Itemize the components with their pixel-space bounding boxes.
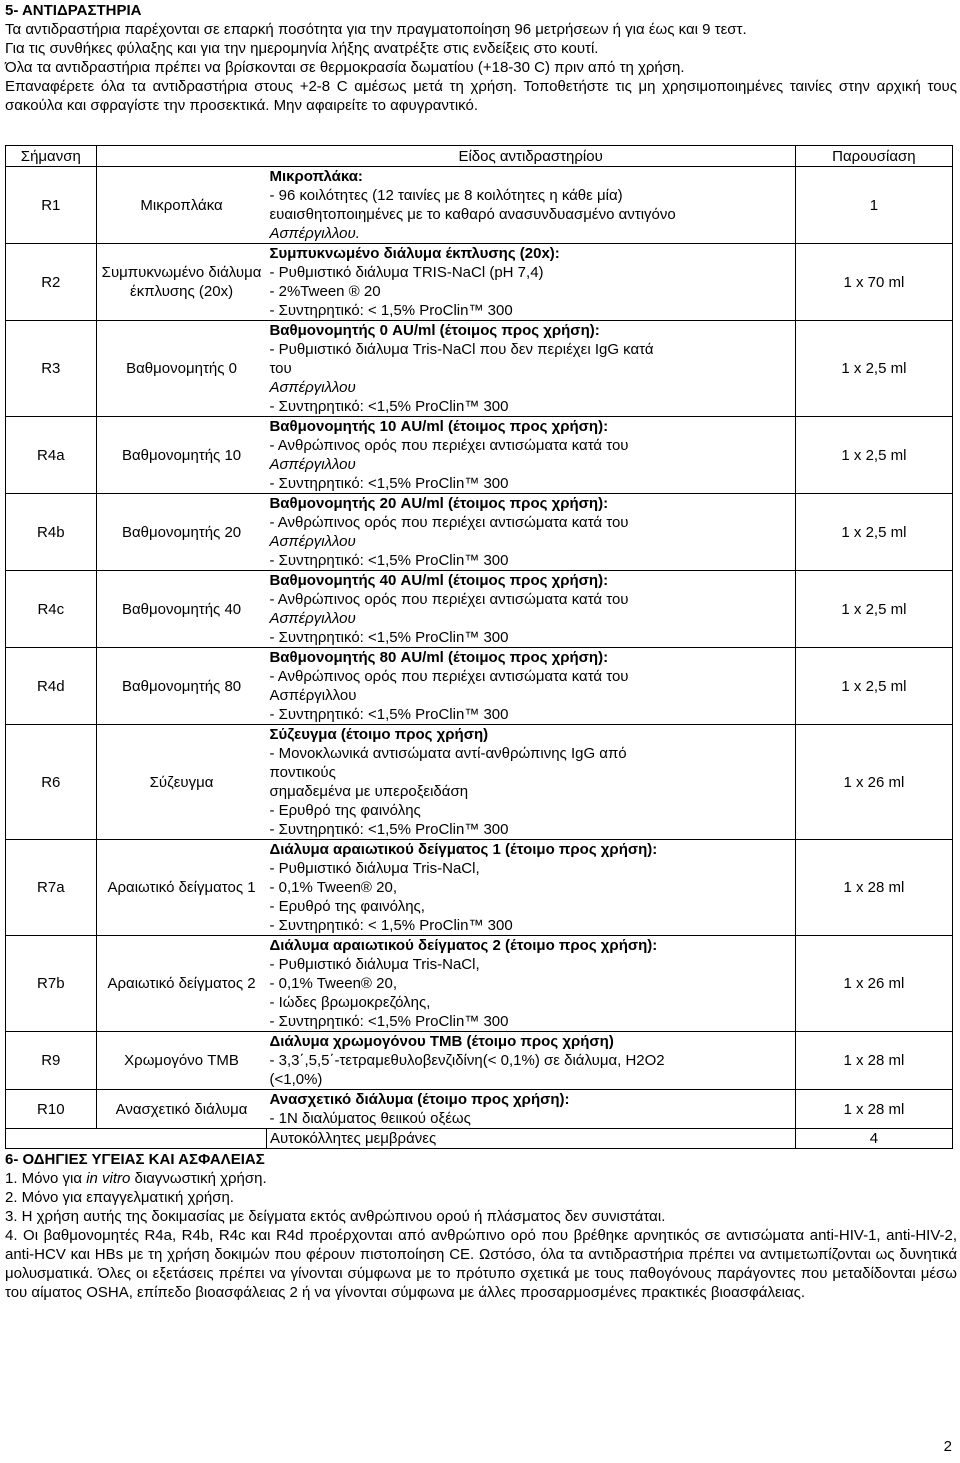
reagents-body [6,167,953,1149]
reagent-name: Αραιωτικό δείγματος 2 [96,936,266,1032]
description-title: Ανασχετικό διάλυμα (έτοιμο προς χρήση): [269,1091,570,1108]
table-row [6,494,953,571]
reagent-description [266,1090,795,1129]
page-number: 2 [943,1438,952,1455]
reagent-presentation: 1 x 2,5 ml [795,571,952,648]
description-body: - Μονοκλωνικά αντισώματα αντί-ανθρώπινης IgG από ποντικούς σημαδεμένα με υπεροξειδάση - Ερυθρό της φαινόλης - Συντηρητικό: <1,5% ProClin™ 300 [269,745,627,838]
reagent-description: Αυτοκόλλητες μεμβράνες [266,1129,795,1149]
description-title: Μικροπλάκα: [269,168,363,185]
reagent-description [266,244,795,321]
list-item [5,1169,957,1188]
description-body: - Ρυθμιστικό διάλυμα TRIS-NaCl (pH 7,4) - 2%Tween ® 20 - Συντηρητικό: < 1,5% ProClin™ 300 [269,264,544,319]
description-title: Διάλυμα αραιωτικού δείγματος 2 (έτοιμο προς χρήση): [269,937,658,954]
description-title: Βαθμονομητής 40 AU/ml (έτοιμος προς χρήση): [269,572,609,589]
header-code: Σήμανση [6,146,97,167]
reagent-presentation: 1 x 28 ml [795,840,952,936]
header-presentation: Παρουσίαση [795,146,952,167]
item-1-italic: in vitro [86,1170,131,1187]
description-body: - Ανθρώπινος ορός που περιέχει αντισώματα κατά του [269,514,629,531]
reagent-description [266,936,795,1032]
reagent-code: R2 [6,244,97,321]
description-italic: Ασπέργιλλου [269,533,356,550]
empty-cell [96,1129,266,1149]
reagent-description [266,417,795,494]
reagent-name: Μικροπλάκα [96,167,266,244]
description-title: Διάλυμα αραιωτικού δείγματος 1 (έτοιμο προς χρήση): [269,841,658,858]
reagent-name: Συμπυκνωμένο διάλυμα έκπλυσης (20x) [96,244,266,321]
reagent-code: R7b [6,936,97,1032]
reagent-code: R4a [6,417,97,494]
description-tail: - Συντηρητικό: <1,5% ProClin™ 300 [269,475,509,492]
description-body: - Ρυθμιστικό διάλυμα Tris-NaCl που δεν περιέχει IgG κατά του [269,341,654,377]
description-title: Βαθμονομητής 80 AU/ml (έτοιμος προς χρήση): [269,649,609,666]
description-tail: - Συντηρητικό: <1,5% ProClin™ 300 [269,629,509,646]
description-body: - 3,3΄,5,5΄-τετραμεθυλοβενζιδίνη(< 0,1%) σε διάλυμα, H2O2 (<1,0%) [269,1052,665,1088]
description-body: - 1N διαλύματος θειικού οξέως [269,1110,471,1127]
description-body: - Ανθρώπινος ορός που περιέχει αντισώματα κατά του Ασπέργιλλου [269,668,629,704]
list-item: 4. Οι βαθμονομητές R4a, R4b, R4c και R4d προέρχονται από ανθρώπινο ορό που βρέθηκε αρνητικός σε αντισώματα anti-HIV-1, anti-HIV-2, anti-HCV και HBs με τη χρήση δοκιμών που φέρουν πιστοποίηση CE. Ωστόσο, όλα τα αντιδραστήρια πρέπει να αντιμετωπίζονται ως δυνητικά μολυσματικά. Όλες οι εξετάσεις πρέπει να γίνονται σύμφωνα με το πρότυπο σχετικά με τους παθογόνους παράγοντες που μεταδίδονται μέσω του αίματος OSHA, επίπεδο βιοασφάλειας 2 ή να γίνονται σύμφωνα με άλλες προσαρμοσμένες πρακτικές βιοασφάλειας. [5,1227,957,1301]
reagent-name: Βαθμονομητής 40 [96,571,266,648]
description-body: - Ρυθμιστικό διάλυμα Tris-NaCl, - 0,1% Tween® 20, - Ιώδες βρωμοκρεζόλης, - Συντηρητικό: <1,5% ProClin™ 300 [269,956,509,1030]
header-name-spacer [96,146,266,167]
reagent-name: Χρωμογόνο TMB [96,1032,266,1090]
table-row [6,571,953,648]
description-title: Διάλυμα χρωμογόνου TMB (έτοιμο προς χρήση) [269,1033,614,1050]
section-5-title: 5- ΑΝΤΙΔΡΑΣΤΗΡΙΑ [5,2,142,19]
reagent-description [266,571,795,648]
reagent-description [266,321,795,417]
reagent-presentation: 1 x 2,5 ml [795,321,952,417]
table-row [6,1129,953,1149]
description-italic: Ασπέργιλλου. [269,225,360,242]
reagent-name: Αραιωτικό δείγματος 1 [96,840,266,936]
reagent-name: Βαθμονομητής 20 [96,494,266,571]
reagent-code: R6 [6,725,97,840]
description-title: Βαθμονομητής 20 AU/ml (έτοιμος προς χρήση): [269,495,609,512]
reagent-presentation: 1 x 70 ml [795,244,952,321]
reagent-presentation: 1 x 2,5 ml [795,417,952,494]
header-type: Είδος αντιδραστηρίου [266,146,795,167]
description-body: - 96 κοιλότητες (12 ταινίες με 8 κοιλότητες η κάθε μία) ευαισθητοποιημένες με το καθαρό ανασυνδυασμένο αντιγόνο [269,187,676,223]
reagent-name: Βαθμονομητής 0 [96,321,266,417]
intro-line: Επαναφέρετε όλα τα αντιδραστήρια στους +2-8 C αμέσως μετά τη χρήση. Τοποθετήστε τις μη χρησιμοποιημένες ταινίες στην αρχική τους σακούλα και σφραγίστε την προσεκτικά. Μην αφαιρείτε το αφυγραντικό. [5,78,957,114]
description-title: Σύζευγμα (έτοιμο προς χρήση) [269,726,489,743]
table-header-row [6,146,953,167]
description-tail: - Συντηρητικό: <1,5% ProClin™ 300 [269,398,509,415]
reagent-name: Βαθμονομητής 80 [96,648,266,725]
section-5-intro [5,20,957,115]
description-italic: Ασπέργιλλου [269,610,356,627]
table-row [6,167,953,244]
reagent-code: R1 [6,167,97,244]
reagent-presentation: 1 x 2,5 ml [795,648,952,725]
reagent-code: R4c [6,571,97,648]
table-row [6,321,953,417]
description-tail: - Συντηρητικό: <1,5% ProClin™ 300 [269,552,509,569]
reagent-code: R4d [6,648,97,725]
reagent-code: R4b [6,494,97,571]
description-body: - Ανθρώπινος ορός που περιέχει αντισώματα κατά του [269,591,629,608]
reagent-code: R7a [6,840,97,936]
reagent-presentation: 1 x 26 ml [795,936,952,1032]
reagent-description [266,1032,795,1090]
reagent-code: R3 [6,321,97,417]
item-1-prefix: 1. Μόνο για [5,1170,87,1187]
reagent-description [266,648,795,725]
table-row [6,1032,953,1090]
reagent-presentation: 1 x 28 ml [795,1032,952,1090]
reagent-description [266,840,795,936]
description-title: Βαθμονομητής 0 AU/ml (έτοιμος προς χρήση): [269,322,600,339]
reagent-name: Σύζευγμα [96,725,266,840]
description-body: - Ρυθμιστικό διάλυμα Tris-NaCl, - 0,1% Tween® 20, - Ερυθρό της φαινόλης, - Συντηρητικό: < 1,5% ProClin™ 300 [269,860,513,934]
list-item: 2. Μόνο για επαγγελματική χρήση. [5,1189,234,1206]
table-row [6,1090,953,1129]
description-title: Συμπυκνωμένο διάλυμα έκπλυσης (20x): [269,245,560,262]
reagent-description [266,725,795,840]
section-6-list [5,1169,957,1302]
description-italic: Ασπέργιλλου [269,379,356,396]
intro-line: Τα αντιδραστήρια παρέχονται σε επαρκή ποσότητα για την πραγματοποίηση 96 μετρήσεων ή για έως και 9 τεστ. [5,21,747,38]
description-tail: - Συντηρητικό: <1,5% ProClin™ 300 [269,706,509,723]
table-row [6,417,953,494]
reagent-code: R10 [6,1090,97,1129]
intro-line: Για τις συνθήκες φύλαξης και για την ημερομηνία λήξης ανατρέξτε στις ενδείξεις στο κουτί. [5,40,599,57]
reagent-presentation: 1 x 2,5 ml [795,494,952,571]
table-row [6,840,953,936]
empty-cell [6,1129,97,1149]
table-row [6,244,953,321]
reagent-presentation: 1 x 28 ml [795,1090,952,1129]
reagent-description [266,167,795,244]
reagent-presentation: 1 [795,167,952,244]
reagent-presentation: 4 [795,1129,952,1149]
reagent-presentation: 1 x 26 ml [795,725,952,840]
table-row [6,725,953,840]
reagent-description [266,494,795,571]
list-item: 3. Η χρήση αυτής της δοκιμασίας με δείγματα εκτός ανθρώπινου ορού ή πλάσματος δεν συνιστάται. [5,1208,666,1225]
item-1-suffix: διαγνωστική χρήση. [130,1170,267,1187]
document-page [5,0,957,1302]
description-italic: Ασπέργιλλου [269,456,356,473]
section-6-title: 6- ΟΔΗΓΙΕΣ ΥΓΕΙΑΣ ΚΑΙ ΑΣΦΑΛΕΙΑΣ [5,1151,265,1168]
reagent-name: Ανασχετικό διάλυμα [96,1090,266,1129]
reagents-table [5,145,953,1149]
table-row [6,936,953,1032]
reagent-name: Βαθμονομητής 10 [96,417,266,494]
table-row [6,648,953,725]
reagent-code: R9 [6,1032,97,1090]
description-title: Βαθμονομητής 10 AU/ml (έτοιμος προς χρήση): [269,418,609,435]
intro-line: Όλα τα αντιδραστήρια πρέπει να βρίσκονται σε θερμοκρασία δωματίου (+18-30 C) πριν από τη χρήση. [5,59,685,76]
description-body: - Ανθρώπινος ορός που περιέχει αντισώματα κατά του [269,437,629,454]
